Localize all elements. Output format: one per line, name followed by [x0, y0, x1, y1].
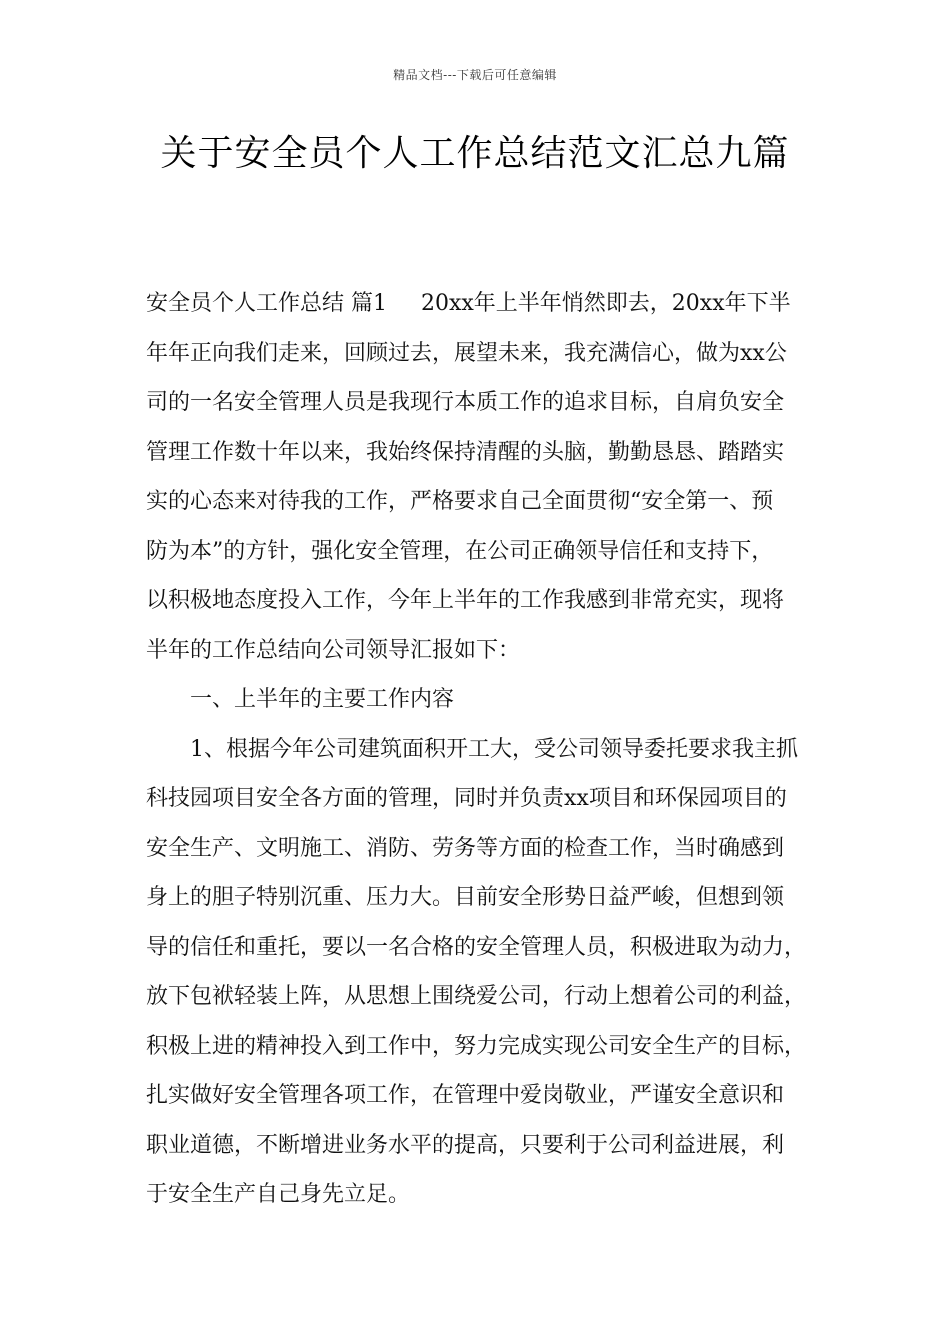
paragraph-line: 防为本”的方针，强化安全管理，在公司正确领导信任和支持下， — [146, 538, 774, 564]
paragraph-line: 安全生产、文明施工、消防、劳务等方面的检查工作，当时确感到 — [146, 835, 785, 861]
document-title: 关于安全员个人工作总结范文汇总九篇 — [160, 133, 790, 174]
paragraph-line: 扎实做好安全管理各项工作，在管理中爱岗敬业，严谨安全意识和 — [146, 1083, 785, 1108]
paragraph-line: 放下包袱轻装上阵，从思想上围绕爱公司，行动上想着公司的利益， — [146, 984, 807, 1009]
paragraph-line: 1、根据今年公司建筑面积开工大，受公司领导委托要求我主抓 — [190, 736, 798, 762]
paragraph-line: 半年的工作总结向公司领导汇报如下： — [146, 637, 521, 663]
paragraph-text: 20xx年上半年悄然即去，20xx年下半 — [421, 291, 791, 316]
paragraph-line: 职业道德，不断增进业务水平的提高，只要利于公司利益进展，利 — [146, 1132, 785, 1158]
paragraph-line: 科技园项目安全各方面的管理，同时并负责xx项目和环保园项目的 — [146, 786, 787, 811]
paragraph-line: 以积极地态度投入工作，今年上半年的工作我感到非常充实，现将 — [146, 588, 785, 613]
paragraph-line: 积极上进的精神投入到工作中，努力完成实现公司安全生产的目标， — [146, 1033, 807, 1059]
paragraph-line: 身上的胆子特别沉重、压力大。目前安全形势日益严峻，但想到领 — [146, 885, 785, 910]
section-heading: 一、上半年的主要工作内容 — [190, 687, 455, 712]
paragraph-line: 导的信任和重托，要以一名合格的安全管理人员，积极进取为动力， — [146, 934, 807, 960]
paragraph-line: 司的一名安全管理人员是我现行本质工作的追求目标，自肩负安全 — [146, 390, 785, 415]
paragraph-line: 年年正向我们走来，回顾过去，展望未来，我充满信心，做为xx公 — [146, 340, 787, 366]
paragraph-line — [146, 279, 806, 329]
document-body — [146, 279, 806, 1220]
section-label: 安全员个人工作总结 篇1 — [146, 291, 387, 316]
paragraph-line: 于安全生产自己身先立足。 — [146, 1182, 411, 1207]
header-note: 精品文档---下载后可任意编辑 — [393, 68, 557, 82]
paragraph-line: 实的心态来对待我的工作，严格要求自己全面贯彻“安全第一、预 — [146, 489, 774, 514]
paragraph-line: 管理工作数十年以来，我始终保持清醒的头脑，勤勤恳恳、踏踏实 — [146, 439, 785, 465]
